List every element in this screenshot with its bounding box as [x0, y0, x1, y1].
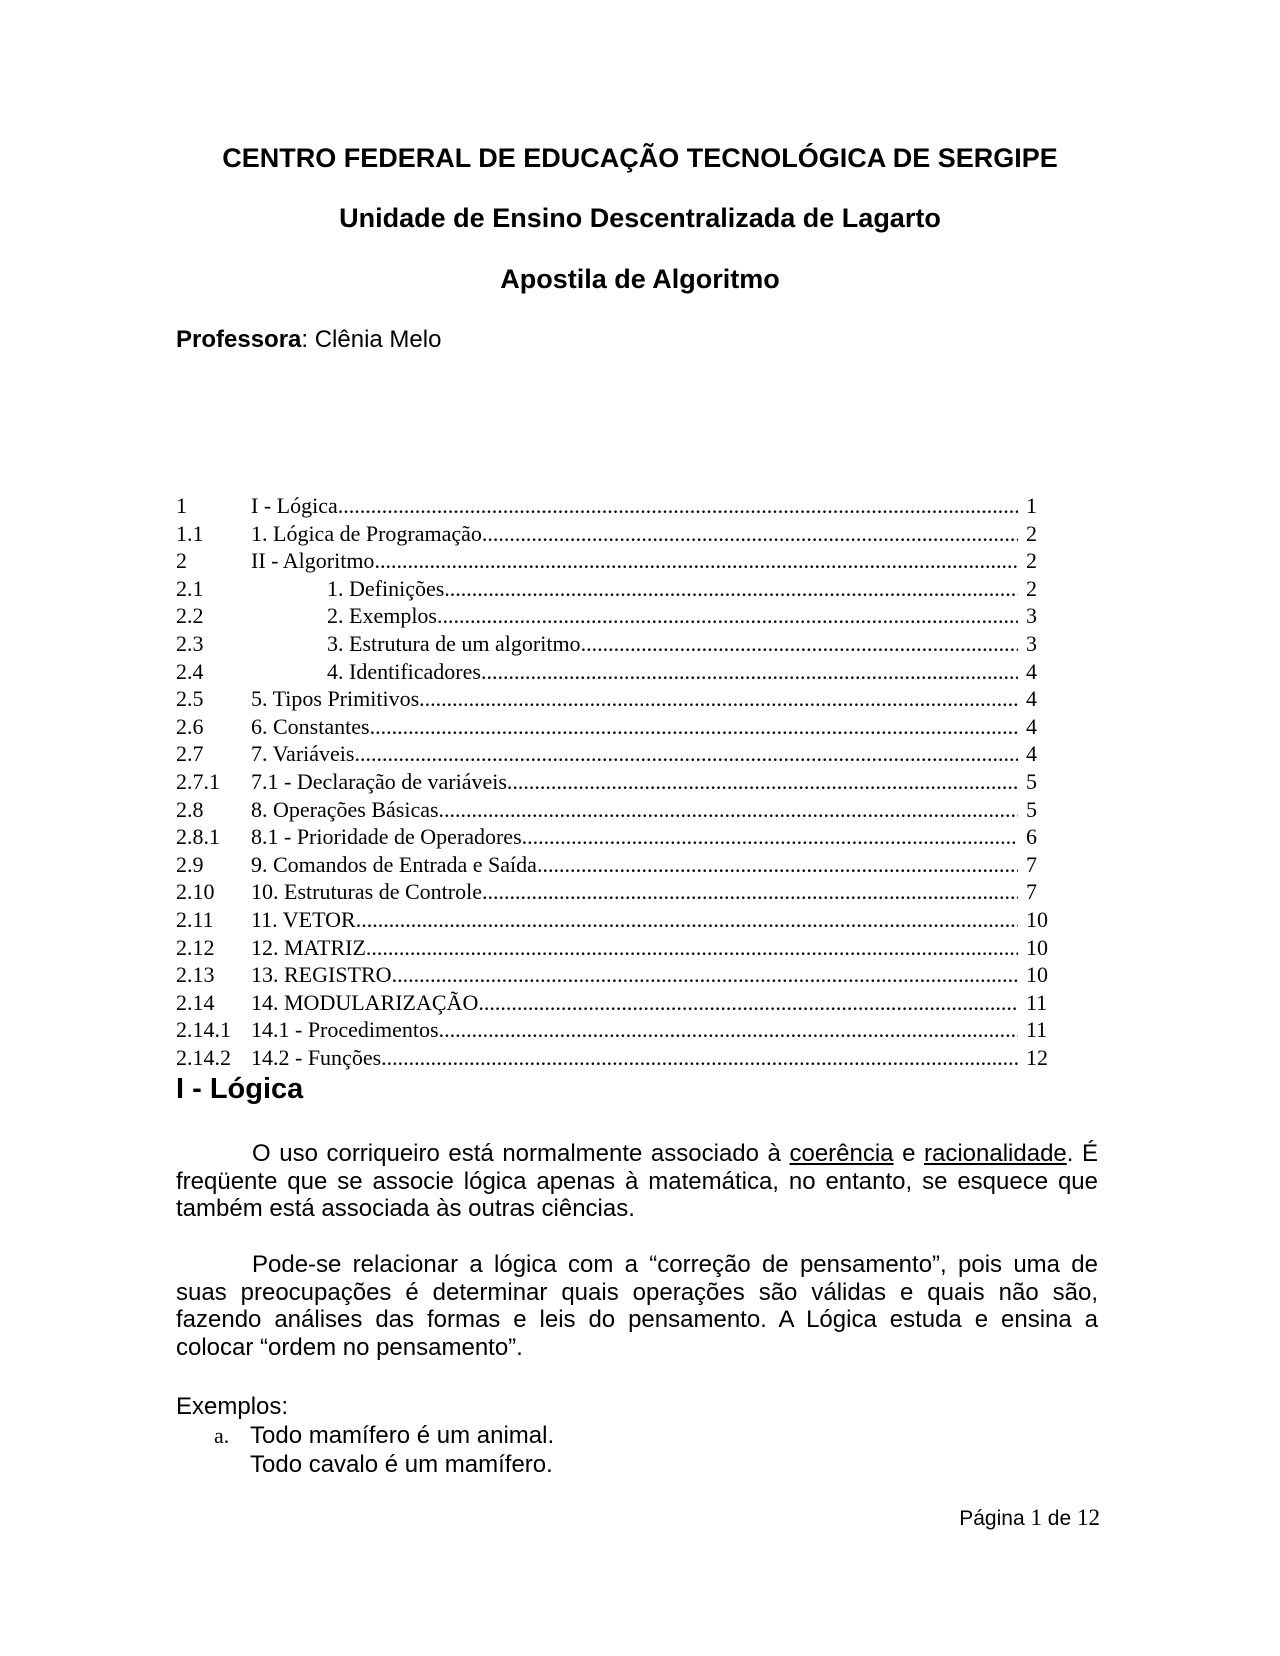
paragraph-1-text-c: . É freqüente que se associe lógica apenas à matemática, no entanto, se esquece que também está associada às outras ciências. — [176, 1140, 1099, 1222]
toc-entry-page: 4 — [1026, 658, 1037, 684]
toc-entry-page: 10 — [1026, 962, 1048, 988]
toc-entry-number: 1.1 — [176, 520, 204, 546]
toc-entry[interactable] — [176, 740, 1056, 768]
toc-entry-title: 12. MATRIZ — [251, 934, 366, 960]
toc-entry-body — [251, 961, 1018, 989]
toc-entry-body — [251, 602, 1018, 630]
toc-entry-number: 2.14.2 — [176, 1044, 231, 1070]
institution-title: CENTRO FEDERAL DE EDUCAÇÃO TECNOLÓGICA DE SERGIPE — [222, 143, 1058, 173]
toc-entry[interactable] — [176, 492, 1056, 520]
toc-entry-number: 2.4 — [176, 658, 204, 684]
toc-entry-title: I - Lógica — [251, 493, 338, 518]
toc-entry[interactable] — [176, 658, 1056, 686]
toc-entry-page: 11 — [1026, 989, 1048, 1015]
toc-entry-page: 5 — [1026, 796, 1037, 822]
toc-entry-number: 2.13 — [176, 962, 215, 988]
toc-dot-leader — [481, 658, 1018, 686]
toc-dot-leader — [437, 602, 1018, 630]
toc-entry-number: 2.8.1 — [176, 824, 220, 850]
toc-entry-body — [251, 713, 1018, 741]
toc-entry-number: 2.14.1 — [176, 1017, 231, 1043]
toc-dot-leader — [381, 1044, 1018, 1072]
toc-entry-body — [251, 796, 1018, 824]
professor-line — [176, 326, 441, 354]
toc-entry-number: 2.6 — [176, 713, 204, 739]
toc-entry-body — [251, 685, 1018, 713]
toc-entry-page: 5 — [1026, 768, 1037, 794]
toc-dot-leader — [581, 630, 1018, 658]
professor-label: Professora — [176, 326, 302, 353]
toc-dot-leader — [482, 520, 1018, 548]
toc-entry-number: 2.7.1 — [176, 768, 220, 794]
list-item — [214, 1421, 554, 1450]
toc-dot-leader — [366, 934, 1018, 962]
toc-entry-page: 3 — [1026, 630, 1037, 656]
examples-label: Exemplos: — [176, 1393, 289, 1420]
toc-entry-body — [251, 658, 1018, 686]
toc-entry-number: 2 — [176, 548, 187, 574]
toc-entry[interactable] — [176, 685, 1056, 713]
toc-entry-title: 6. Constantes — [251, 713, 370, 739]
toc-entry-title: 14.1 - Procedimentos — [251, 1017, 439, 1043]
toc-entry-number: 2.1 — [176, 575, 204, 601]
toc-entry[interactable] — [176, 768, 1056, 796]
toc-entry-title: 1. Definições — [327, 575, 445, 601]
toc-entry-body — [251, 906, 1018, 934]
footer-page-current: 1 — [1030, 1505, 1042, 1530]
footer-page-total: 12 — [1077, 1505, 1100, 1530]
toc-entry-title: 7.1 - Declaração de variáveis — [251, 768, 507, 794]
toc-entry-number: 2.2 — [176, 603, 204, 629]
toc-entry-body — [251, 520, 1018, 548]
toc-entry[interactable] — [176, 630, 1056, 658]
toc-entry[interactable] — [176, 796, 1056, 824]
toc-entry-page: 2 — [1026, 548, 1037, 574]
toc-dot-leader — [439, 796, 1018, 824]
toc-entry[interactable] — [176, 1044, 1056, 1072]
toc-entry-number: 2.11 — [176, 906, 214, 932]
page-footer — [959, 1505, 1100, 1531]
toc-entry[interactable] — [176, 989, 1056, 1017]
unit-title: Unidade de Ensino Descentralizada de Lagarto — [339, 203, 941, 233]
toc-entry-page: 7 — [1026, 879, 1037, 905]
paragraph-1-text-a: O uso corriqueiro está normalmente associado à — [252, 1140, 790, 1167]
toc-entry-body — [251, 768, 1018, 796]
toc-entry-title: 3. Estrutura de um algoritmo — [327, 630, 581, 656]
toc-entry-number: 2.8 — [176, 796, 204, 822]
toc-entry-title: 9. Comandos de Entrada e Saída — [251, 851, 537, 877]
toc-entry-body — [251, 1044, 1018, 1072]
toc-entry-body — [251, 630, 1018, 658]
toc-entry-page: 7 — [1026, 851, 1037, 877]
toc-entry[interactable] — [176, 602, 1056, 630]
toc-entry-page: 6 — [1026, 824, 1037, 850]
table-of-contents — [176, 492, 1056, 1071]
toc-dot-leader — [482, 878, 1018, 906]
toc-dot-leader — [444, 575, 1018, 603]
toc-entry[interactable] — [176, 961, 1056, 989]
toc-dot-leader — [537, 851, 1018, 879]
document-title: Apostila de Algoritmo — [500, 264, 780, 294]
example-line-2: Todo cavalo é um mamífero. — [250, 1451, 553, 1478]
toc-entry-body — [251, 989, 1018, 1017]
toc-dot-leader — [392, 961, 1018, 989]
toc-dot-leader — [419, 685, 1018, 713]
toc-entry-body — [251, 492, 1018, 520]
toc-entry-page: 11 — [1026, 1017, 1048, 1043]
toc-dot-leader — [439, 1016, 1018, 1044]
toc-entry-title: 1. Lógica de Programação — [251, 520, 482, 546]
toc-dot-leader — [354, 740, 1018, 768]
toc-entry-number: 2.12 — [176, 934, 215, 960]
toc-entry-page: 4 — [1026, 686, 1037, 712]
toc-entry-title: 8.1 - Prioridade de Operadores — [251, 824, 522, 850]
toc-dot-leader — [338, 492, 1018, 520]
toc-entry-title: 13. REGISTRO — [251, 962, 392, 988]
toc-entry[interactable] — [176, 823, 1056, 851]
toc-entry-title: 2. Exemplos — [327, 603, 437, 629]
toc-dot-leader — [356, 906, 1018, 934]
toc-entry-number: 2.5 — [176, 686, 204, 712]
toc-entry-number: 2.7 — [176, 741, 204, 767]
toc-entry-page: 1 — [1026, 493, 1037, 518]
toc-entry-title: 5. Tipos Primitivos — [251, 686, 420, 712]
toc-entry-body — [251, 575, 1018, 603]
toc-entry-title: 8. Operações Básicas — [251, 796, 439, 822]
link-coerencia[interactable]: coerência — [789, 1140, 894, 1167]
toc-entry[interactable] — [176, 934, 1056, 962]
paragraph-2-text: Pode-se relacionar a lógica com a “correção de pensamento”, pois uma de suas preocupações é determinar quais operações são válidas e quais não são, fazendo análises das formas e leis do pensamento. A Lógica estuda e ensina a colocar “ordem no pensamento”. — [176, 1251, 1098, 1361]
toc-dot-leader — [522, 823, 1018, 851]
section-heading: I - Lógica — [176, 1073, 304, 1105]
toc-entry-title: II - Algoritmo — [251, 548, 375, 574]
toc-entry-title: 14. MODULARIZAÇÃO — [251, 989, 479, 1015]
toc-entry[interactable] — [176, 547, 1056, 575]
toc-entry-page: 10 — [1026, 906, 1048, 932]
toc-entry-body — [251, 934, 1018, 962]
toc-entry-page: 2 — [1026, 520, 1037, 546]
toc-dot-leader — [370, 713, 1018, 741]
toc-entry-title: 4. Identificadores — [327, 658, 481, 684]
toc-entry-page: 2 — [1026, 575, 1037, 601]
footer-of-word: de — [1041, 1507, 1077, 1530]
toc-entry-number: 2.10 — [176, 879, 215, 905]
toc-entry-body — [251, 547, 1018, 575]
paragraph-1-text-b: e — [893, 1140, 924, 1167]
toc-entry-page: 4 — [1026, 713, 1037, 739]
toc-entry-title: 11. VETOR — [251, 906, 356, 932]
toc-entry-page: 10 — [1026, 934, 1048, 960]
paragraph-2 — [176, 1251, 1098, 1361]
toc-entry-body — [251, 1016, 1018, 1044]
example-line-1: Todo mamífero é um animal. — [250, 1422, 555, 1449]
toc-entry-title: 10. Estruturas de Controle — [251, 879, 482, 905]
toc-entry-body — [251, 878, 1018, 906]
toc-entry[interactable] — [176, 575, 1056, 603]
toc-entry[interactable] — [176, 713, 1056, 741]
toc-entry-body — [251, 740, 1018, 768]
toc-dot-leader — [374, 547, 1018, 575]
professor-name: : Clênia Melo — [301, 326, 442, 353]
toc-entry-body — [251, 851, 1018, 879]
paragraph-1 — [176, 1140, 1098, 1223]
toc-entry-number: 2.3 — [176, 630, 204, 656]
toc-entry-number: 1 — [176, 493, 187, 518]
toc-dot-leader — [507, 768, 1018, 796]
example-list — [214, 1421, 554, 1479]
link-racionalidade[interactable]: racionalidade — [924, 1140, 1067, 1167]
toc-entry[interactable] — [176, 520, 1056, 548]
toc-entry[interactable] — [176, 878, 1056, 906]
toc-entry[interactable] — [176, 906, 1056, 934]
toc-entry-title: 14.2 - Funções — [251, 1044, 382, 1070]
toc-entry-title: 7. Variáveis — [251, 741, 355, 767]
toc-entry-page: 12 — [1026, 1044, 1048, 1070]
toc-entry-number: 2.14 — [176, 989, 215, 1015]
toc-dot-leader — [478, 989, 1018, 1017]
toc-entry-number: 2.9 — [176, 851, 204, 877]
toc-entry-page: 3 — [1026, 603, 1037, 629]
list-marker: a. — [214, 1423, 230, 1448]
toc-entry-body — [251, 823, 1018, 851]
toc-entry[interactable] — [176, 851, 1056, 879]
toc-entry[interactable] — [176, 1016, 1056, 1044]
footer-page-word: Página — [959, 1507, 1031, 1530]
toc-entry-page: 4 — [1026, 741, 1037, 767]
